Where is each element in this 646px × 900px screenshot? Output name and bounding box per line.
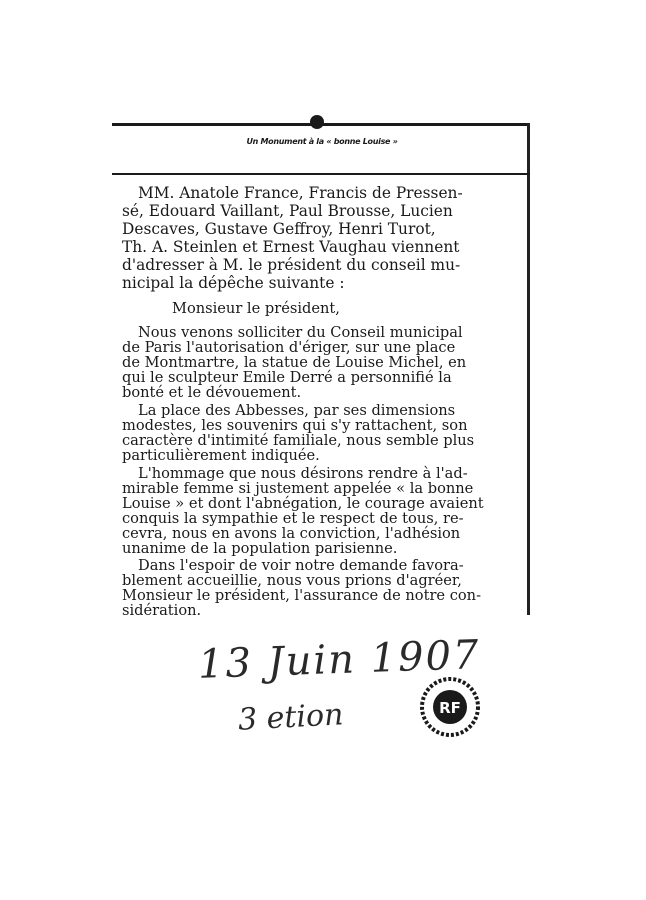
letter-line: mirable femme si justement appelée « la bonne — [122, 480, 474, 497]
letter-line: La place des Abbesses, par ses dimensions — [138, 402, 456, 419]
intro-line: d'adresser à M. le président du conseil mu- — [122, 256, 461, 274]
letter-line: Louise » et dont l'abnégation, le courage avaient — [122, 495, 484, 512]
library-stamp-icon — [418, 675, 482, 739]
letter-line: de Montmartre, la statue de Louise Michel, en — [122, 354, 467, 371]
title-rule — [112, 173, 530, 175]
letter-line: unanime de la population parisienne. — [122, 540, 398, 557]
article-title: Un Monument à la « bonne Louise » — [246, 137, 398, 146]
letter-line: Monsieur le président, l'assurance de notre con- — [122, 587, 482, 604]
newspaper-clipping — [112, 115, 530, 619]
letter-line: cevra, nous en avons la conviction, l'adhésion — [122, 525, 461, 542]
salutation: Monsieur le président, — [172, 300, 340, 317]
letter-line: sidération. — [122, 602, 202, 619]
letter-line: caractère d'intimité familiale, nous semble plus — [122, 432, 475, 449]
stamp-text: RF — [439, 699, 461, 717]
letter-line: de Paris l'autorisation d'ériger, sur une place — [122, 339, 456, 356]
letter-line: qui le sculpteur Emile Derré a personnifié la — [122, 369, 452, 386]
right-border — [527, 123, 530, 615]
letter-line: blement accueillie, nous vous prions d'agréer, — [122, 572, 462, 589]
ornament-dot — [310, 115, 324, 129]
letter-line: conquis la sympathie et le respect de tous, re- — [122, 510, 464, 527]
letter-line: Nous venons solliciter du Conseil municipal — [138, 324, 463, 341]
intro-line: MM. Anatole France, Francis de Pressen- — [138, 184, 463, 202]
letter-line: L'hommage que nous désirons rendre à l'ad- — [138, 465, 468, 482]
handwritten-note: 3 etion — [237, 697, 345, 738]
letter-line: bonté et le dévouement. — [122, 384, 302, 401]
letter-line: particulièrement indiquée. — [122, 447, 320, 464]
intro-line: Descaves, Gustave Geffroy, Henri Turot, — [122, 220, 436, 238]
intro-line: Th. A. Steinlen et Ernest Vaughau viennent — [122, 238, 460, 256]
letter-line: modestes, les souvenirs qui s'y rattachent, son — [122, 417, 468, 434]
intro-line: nicipal la dépêche suivante : — [122, 274, 345, 292]
intro-line: sé, Edouard Vaillant, Paul Brousse, Lucien — [122, 202, 453, 220]
letter-line: Dans l'espoir de voir notre demande favora- — [138, 557, 464, 574]
handwritten-date: 13 Juin 1907 — [197, 632, 482, 688]
